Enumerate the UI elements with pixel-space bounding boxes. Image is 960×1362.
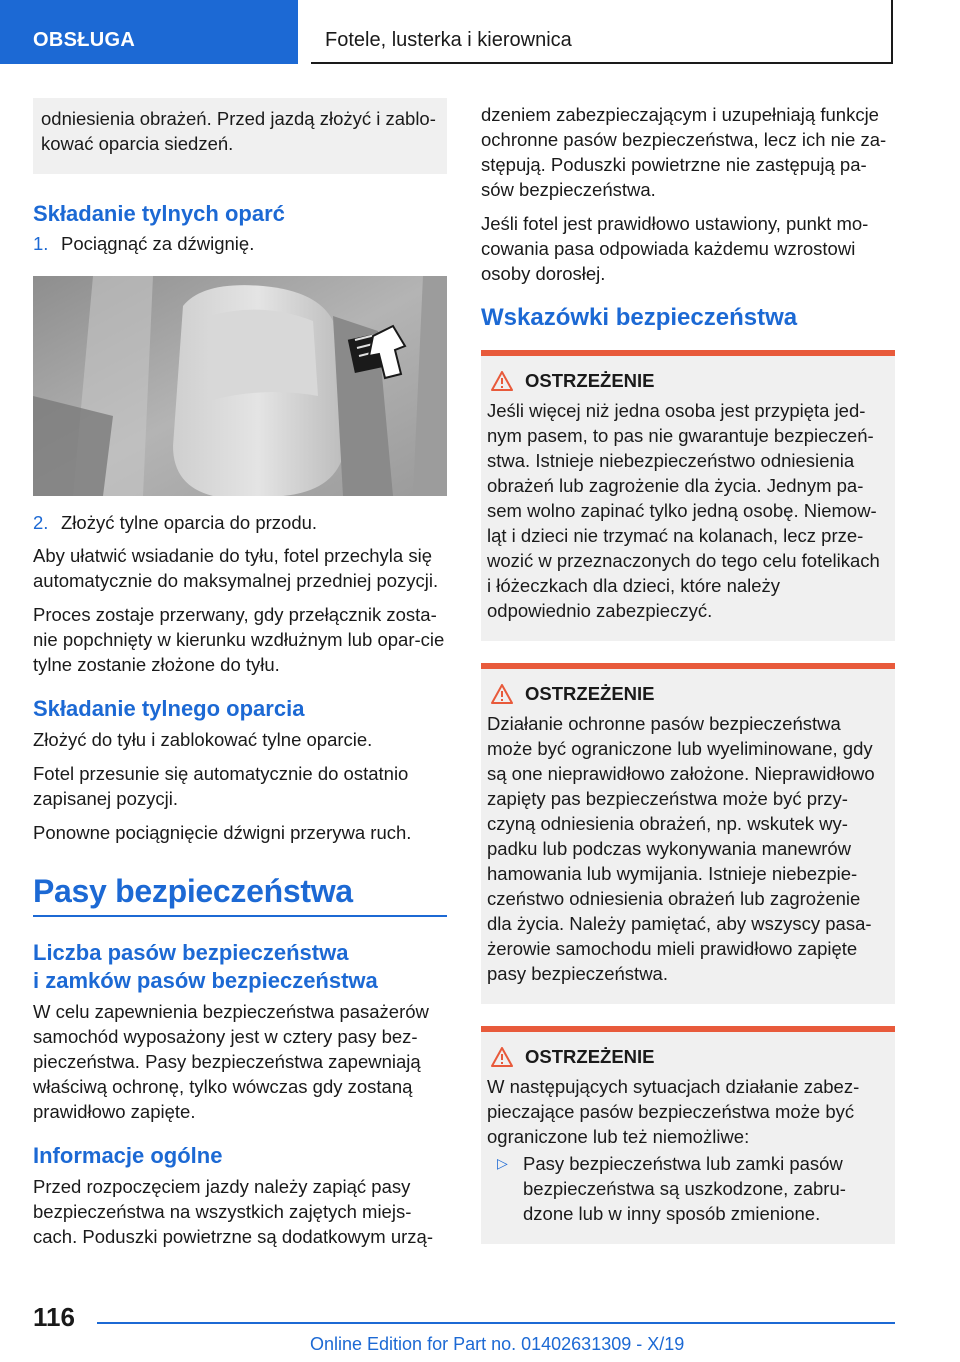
warning-text: W następujących sytuacjach działanie zabez-pieczające pasów bezpieczeństwa może być ograniczone lub też niemożliwe: [487,1076,860,1147]
paragraph: Ponowne pociągnięcie dźwigni przerywa ruch. [33,822,412,843]
heading-fold-rear: Składanie tylnych oparć [33,201,285,226]
paragraph: Jeśli fotel jest prawidłowo ustawiony, punkt mo-cowania pasa odpowiada każdemu wzrostowi osoby dorosłej. [481,213,869,284]
list-item [487,1151,885,1226]
warning-triangle-icon [491,684,513,704]
step-text: Pociągnąć za dźwignię. [61,233,255,254]
footer-rule [97,1322,895,1324]
paragraph: Aby ułatwić wsiadanie do tyłu, fotel przechyla się automatycznie do maksymalnej przedniej pozycji. [33,545,439,591]
step-1 [33,231,447,256]
left-column [33,98,447,1258]
warning-title [487,1046,885,1068]
heading-seat-belts: Pasy bezpieczeństwa [33,873,353,909]
warning-box-2 [481,663,895,1004]
paragraph: Fotel przesunie się automatycznie do ostatnio zapisanej pozycji. [33,763,409,809]
paragraph: dzeniem zabezpieczającym i uzupełniają funkcje ochronne pasów bezpieczeństwa, lecz ich nie za-stępują. Poduszki powietrzne nie zastępują pa-sów bezpieczeństwa. [481,104,887,200]
footer-edition: Online Edition for Part no. 01402631309 - X/19 [310,1334,685,1354]
warning-title [487,683,885,705]
heading-belt-count-1: Liczba pasów bezpieczeństwa [33,940,349,965]
warning-title [487,370,885,392]
chapter-header [311,0,893,64]
note-text: odniesienia obrażeń. Przed jazdą złożyć i zablo-kować oparcia siedzeń. [41,108,436,154]
seat-photo-icon [33,276,447,496]
heading-belt-count-2: i zamków pasów bezpieczeństwa [33,968,378,993]
warning-triangle-icon [491,1047,513,1067]
step-text: Złożyć tylne oparcia do przodu. [61,512,318,533]
paragraph: Proces zostaje przerwany, gdy przełącznik zosta-nie popchnięty w kierunku wzdłużnym lub opar-cie tylne zostanie złożone do tyłu. [33,604,445,675]
warning-text: Działanie ochronne pasów bezpieczeństwa może być ograniczone lub wyeliminowane, gdy są one nieprawidłowo założone. Nieprawidłowo zapięty pas bezpieczeństwa może być przy-czyną odniesienia obrażeń, np. wskutek wy-padku lub podczas wykonywania manewrów hamowania lub wymijania. Istnieje niebezpie-czeństwo odniesienia obrażeń lub zagrożenie dla życia. Należy pamiętać, aby wszyscy pasa-żerowie samochodu mieli prawidłowo zapięte pasy bezpieczeństwa. [487,713,875,984]
chapter-heading-block [33,871,447,917]
right-column [481,98,895,1244]
heading-safety-notes: Wskazówki bezpieczeństwa [481,304,798,331]
warning-box-3 [481,1026,895,1244]
paragraph: Złożyć do tyłu i zablokować tylne oparcie. [33,729,373,750]
page-number: 116 [33,1302,75,1332]
bullet-triangle-icon: ▷ [497,1155,508,1171]
step-2 [33,510,447,535]
warning-box-1 [481,350,895,641]
paragraph: Przed rozpoczęciem jazdy należy zapiąć pasy bezpieczeństwa na wszystkich zajętych miejs-cach. Poduszki powietrzne są dodatkowym urzą- [33,1176,433,1247]
seat-lever-figure [33,276,447,496]
note-box [33,98,447,174]
section-tab [0,0,298,64]
warning-triangle-icon [491,371,513,391]
warning-title-text: OSTRZEŻENIE [525,683,655,704]
paragraph: W celu zapewnienia bezpieczeństwa pasażerów samochód wyposażony jest w cztery pasy bez-pieczeństwa. Pasy bezpieczeństwa zapewniają właściwą ochronę, tylko wówczas gdy zostaną prawidłowo zapięte. [33,1001,429,1122]
warning-text: Jeśli więcej niż jedna osoba jest przypięta jed-nym pasem, to pas nie gwarantuje bezpieczeń-stwa. Istnieje niebezpieczeństwo odniesienia obrażeń lub zagrożenie dla życia. Jednym pa-sem wolno zapinać tylko jedną osobę. Niemow-ląt i dzieci nie trzymać na kolanach, lecz prze-wozić w przeznaczonych do tego celu fotelikach i łóżeczkach dla dzieci, które należy odpowiednio zabezpieczyć. [487,400,880,621]
section-label: OBSŁUGA [33,29,136,51]
warning-title-text: OSTRZEŻENIE [525,370,655,391]
list-item-text: Pasy bezpieczeństwa lub zamki pasów bezpieczeństwa są uszkodzone, zabru-dzone lub w inny sposób zmienione. [523,1153,846,1224]
heading-fold-one: Składanie tylnego oparcia [33,696,305,721]
step-number: 1. [33,233,49,254]
warning-title-text: OSTRZEŻENIE [525,1046,655,1067]
heading-general-info: Informacje ogólne [33,1143,223,1168]
chapter-title: Fotele, lusterka i kierownica [325,29,572,51]
step-number: 2. [33,512,49,533]
